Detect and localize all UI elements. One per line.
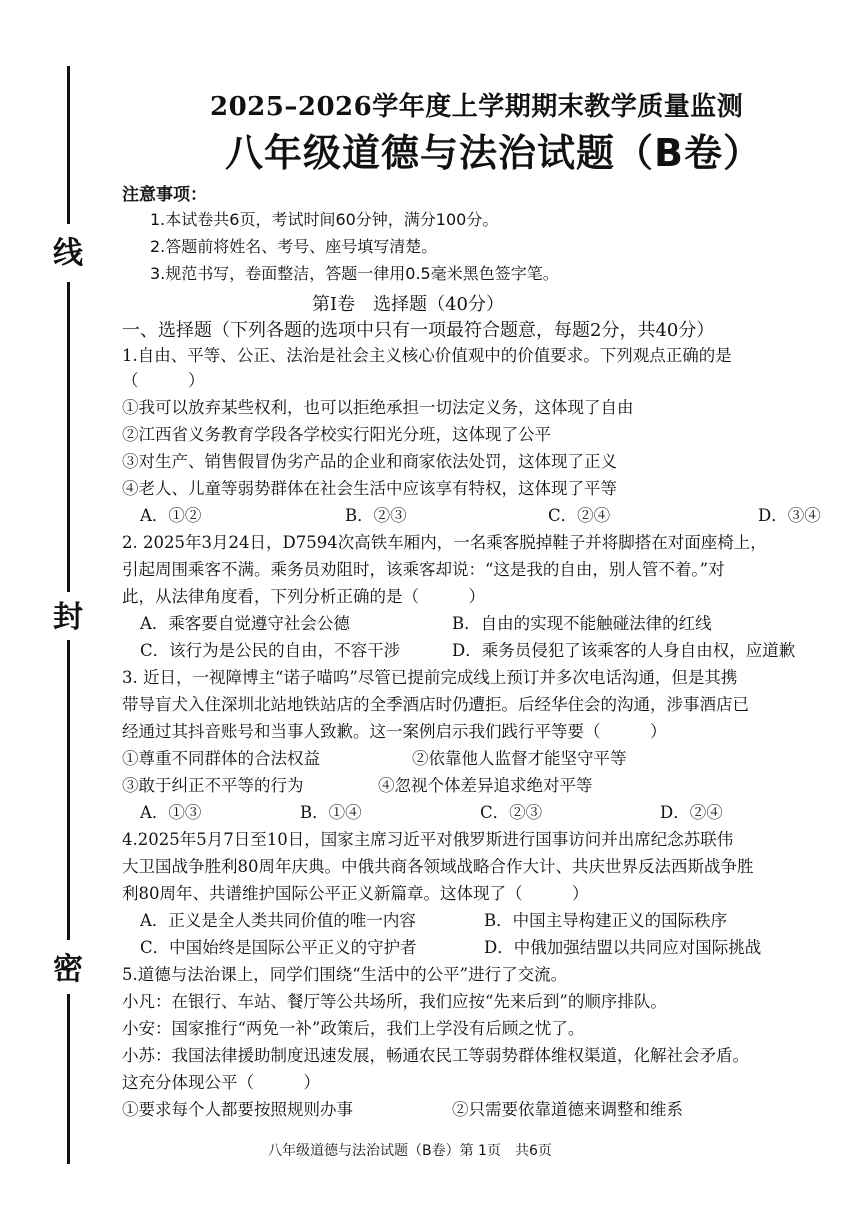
option-c: C．中国始终是国际公平正义的守护者 [140, 938, 417, 957]
option-d: D．乘务员侵犯了该乘客的人身自由权，应道歉 [452, 641, 796, 660]
statement: ④忽视个体差异追求绝对平等 [378, 776, 593, 795]
binding-line [67, 282, 70, 592]
binding-line [67, 66, 70, 224]
binding-line [67, 994, 70, 1164]
option-a: A．①② [140, 506, 202, 525]
note-item: 3.规范书写，卷面整洁，答题一律用0.5毫米黑色签字笔。 [150, 264, 559, 283]
statement: ②依靠他人监督才能坚守平等 [412, 749, 627, 768]
statement: ①尊重不同群体的合法权益 [122, 749, 320, 768]
page-footer: 八年级道德与法治试题（B卷）第 1页 共6页 [268, 1143, 552, 1159]
option-a: A．正义是全人类共同价值的唯一内容 [140, 911, 416, 930]
note-item: 2.答题前将姓名、考号、座号填写清楚。 [150, 237, 438, 256]
option-b: B．自由的实现不能触碰法律的红线 [452, 614, 712, 633]
notes-heading: 注意事项： [122, 185, 207, 205]
statement: ③敢于纠正不平等的行为 [122, 776, 304, 795]
margin-char-xian: 线 [53, 236, 83, 271]
option-b: B．②③ [345, 506, 407, 525]
option-c: C．②④ [548, 506, 611, 525]
option-b: B．中国主导构建正义的国际秩序 [484, 911, 728, 930]
question-stem: 带导盲犬入住深圳北站地铁站店的全季酒店时仍遭拒。后经华住会的沟通，涉事酒店已 [122, 695, 749, 714]
question-stem: 此，从法律角度看，下列分析正确的是（ ） [122, 587, 485, 606]
question-stem: 大卫国战争胜利80周年庆典。中俄共商各领域战略合作大计、共庆世界反法西斯战争胜 [122, 857, 754, 876]
statement: ①我可以放弃某些权利，也可以拒绝承担一切法定义务，这体现了自由 [122, 398, 634, 417]
question-stem: 2. 2025年3月24日，D7594次高铁车厢内，一名乘客脱掉鞋子并将脚搭在对面座椅上， [122, 533, 767, 552]
exam-title: 2025–2026学年度上学期期末教学质量监测 [210, 92, 744, 122]
option-c: C．该行为是公民的自由，不容干涉 [140, 641, 401, 660]
question-stem: 小凡：在银行、车站、餐厅等公共场所，我们应按“先来后到”的顺序排队。 [122, 992, 667, 1011]
margin-char-feng: 封 [53, 600, 83, 635]
question-stem: 4.2025年5月7日至10日，国家主席习近平对俄罗斯进行国事访问并出席纪念苏联伟 [122, 830, 734, 849]
question-stem: 小苏：我国法律援助制度迅速发展，畅通农民工等弱势群体维权渠道，化解社会矛盾。 [122, 1046, 749, 1065]
statement: ②只需要依靠道德来调整和维系 [452, 1100, 683, 1119]
question-stem: 3. 近日，一视障博主“诺子喵呜”尽管已提前完成线上预订并多次电话沟通，但是其携 [122, 668, 738, 687]
answer-blank: （ ） [122, 371, 205, 390]
exam-subtitle: 八年级道德与法治试题（B卷） [225, 131, 762, 175]
note-item: 1.本试卷共6页，考试时间60分钟，满分100分。 [150, 210, 499, 229]
question-stem: 经通过其抖音账号和当事人致歉。这一案例启示我们践行平等要（ ） [122, 722, 667, 741]
statement: ④老人、儿童等弱势群体在社会生活中应该享有特权，这体现了平等 [122, 479, 617, 498]
question-stem: 这充分体现公平（ ） [122, 1073, 320, 1092]
option-a: A．乘客要自觉遵守社会公德 [140, 614, 350, 633]
option-a: A．①③ [140, 803, 202, 822]
margin-char-mi: 密 [53, 952, 83, 987]
question-stem: 引起周围乘客不满。乘务员劝阻时，该乘客却说：“这是我的自由，别人管不着。”对 [122, 560, 725, 579]
part-heading: 一、选择题（下列各题的选项中只有一项最符合题意，每题2分，共40分） [122, 320, 715, 341]
statement: ③对生产、销售假冒伪劣产品的企业和商家依法处罚，这体现了正义 [122, 452, 617, 471]
section-title: 第Ⅰ卷 选择题（40分） [312, 294, 505, 315]
question-stem: 小安：国家推行“两免一补”政策后，我们上学没有后顾之忧了。 [122, 1019, 585, 1038]
option-b: B．①④ [300, 803, 362, 822]
question-stem: 5.道德与法治课上，同学们围绕“生活中的公平”进行了交流。 [122, 965, 568, 984]
option-d: D．中俄加强结盟以共同应对国际挑战 [484, 938, 762, 957]
question-stem: 利80周年、共谱维护国际公平正义新篇章。这体现了（ ） [122, 884, 589, 903]
option-d: D．②④ [660, 803, 723, 822]
option-c: C．②③ [480, 803, 543, 822]
binding-line [67, 640, 70, 940]
option-d: D．③④ [758, 506, 821, 525]
statement: ②江西省义务教育学段各学校实行阳光分班，这体现了公平 [122, 425, 551, 444]
statement: ①要求每个人都要按照规则办事 [122, 1100, 353, 1119]
question-stem: 1.自由、平等、公正、法治是社会主义核心价值观中的价值要求。下列观点正确的是 [122, 346, 732, 365]
